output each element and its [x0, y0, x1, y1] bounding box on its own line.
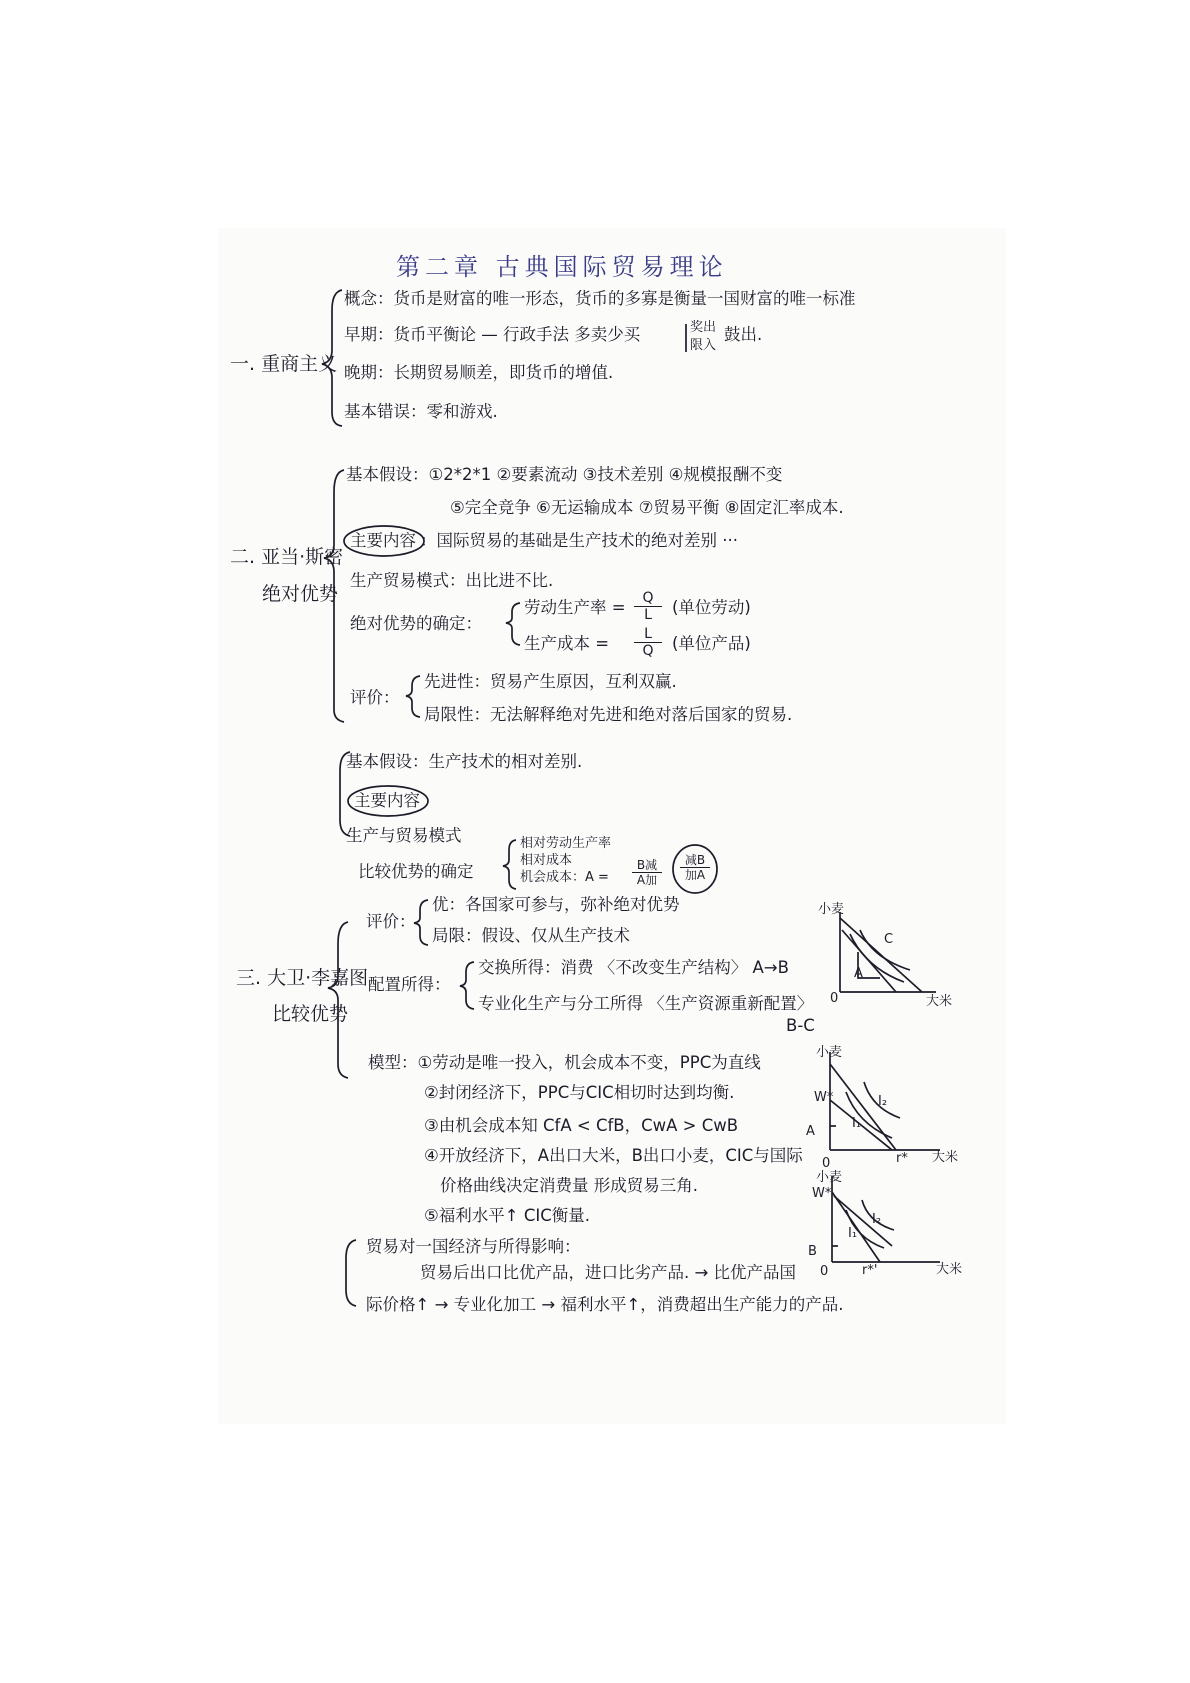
g2-origin: 0	[822, 1156, 831, 1171]
s2-labor-frac	[634, 590, 662, 623]
s3-content-tag: 主要内容	[354, 791, 420, 810]
g3-x-mark: r*'	[862, 1263, 878, 1278]
s2-eval-lim: 局限性：无法解释绝对先进和绝对落后国家的贸易.	[424, 705, 793, 724]
s3-impact-3: 际价格↑ → 专业化加工 → 福利水平↑，消费超出生产能力的产品.	[366, 1295, 844, 1314]
g1-origin: 0	[830, 991, 839, 1006]
s3-d2: 相对成本	[520, 853, 573, 868]
frac-num: 减B	[680, 853, 710, 868]
s3-determine: 比较优势的确定	[358, 862, 474, 881]
frac-den: Q	[642, 643, 654, 659]
g3-curve-2: I₂	[872, 1212, 882, 1227]
s2-pattern: 生产贸易模式：出比进不比.	[350, 571, 554, 590]
g3-origin: 0	[820, 1264, 829, 1279]
g3-y-mark: W*	[812, 1186, 832, 1201]
g2-y-mark: W*	[814, 1090, 834, 1105]
s1-late: 晚期：长期贸易顺差，即货币的增值.	[344, 363, 614, 382]
s2-assume-2: ⑤完全竞争 ⑥无运输成本 ⑦贸易平衡 ⑧固定汇率成本.	[450, 498, 844, 517]
frac-den: A加	[636, 873, 658, 887]
s3-gain-1: 交换所得：消费 〈不改变生产结构〉 A→B	[478, 958, 789, 977]
s3-model-1: 模型：①劳动是唯一投入，机会成本不变，PPC为直线	[368, 1053, 761, 1072]
s1-concept: 概念：货币是财富的唯一形态，货币的多寡是衡量一国财富的唯一标准	[344, 289, 856, 308]
s3-assume: 基本假设：生产技术的相对差别.	[346, 752, 583, 771]
s2-determine: 绝对优势的确定：	[350, 614, 482, 633]
g1-y-label: 小麦	[818, 902, 845, 917]
s1-error: 基本错误：零和游戏.	[344, 402, 498, 421]
g3-curve-1: I₁	[848, 1226, 858, 1241]
frac-num: L	[634, 626, 662, 643]
s3-d1: 相对劳动生产率	[520, 836, 612, 851]
g3-left-mark: B	[808, 1244, 817, 1259]
frac-num: Q	[634, 590, 662, 607]
section-1-label: 一. 重商主义	[230, 353, 338, 375]
s1-early-tail: 鼓出.	[724, 325, 763, 344]
s1-early-note-a: 奖出	[690, 320, 717, 335]
s2-labor-prod: 劳动生产率 =	[524, 598, 626, 617]
g2-y-label: 小麦	[816, 1045, 843, 1060]
section-2-label-b: 绝对优势	[262, 583, 339, 605]
s2-cost-frac	[634, 626, 662, 659]
s3-model-2: ②封闭经济下，PPC与CIC相切时达到均衡.	[424, 1083, 735, 1102]
s3-eval: 评价：	[366, 912, 416, 931]
section-2-label-a: 二. 亚当·斯密	[230, 546, 344, 568]
s2-cost-unit: (单位产品)	[672, 634, 751, 653]
g2-left-mark: A	[806, 1124, 815, 1139]
g1-x-label: 大米	[926, 994, 953, 1009]
s1-early: 早期：货币平衡论 — 行政手法 多卖少买	[344, 325, 641, 344]
s3-impact-1: 贸易对一国经济与所得影响：	[366, 1237, 581, 1256]
s2-assume-1: 基本假设：①2*2*1 ②要素流动 ③技术差别 ④规模报酬不变	[346, 465, 783, 484]
g3-x-label: 大米	[936, 1262, 963, 1277]
g1-point-a: A	[854, 966, 863, 981]
g2-x-mark: r*	[896, 1151, 908, 1166]
s3-impact-2: 贸易后出口比优产品，进口比劣产品. → 比优产品国	[420, 1263, 797, 1282]
s3-pattern: 生产与贸易模式	[346, 826, 462, 845]
s3-d3-frac	[632, 858, 662, 887]
g2-curve-1: I₁	[852, 1116, 862, 1131]
s3-gain-2-sub: B-C	[786, 1016, 815, 1035]
s3-d3: 机会成本：A =	[520, 870, 609, 885]
g2-curve-2: I₂	[878, 1094, 888, 1109]
paper-sheet	[218, 228, 1006, 1424]
page-title: 第二章 古典国际贸易理论	[396, 253, 728, 281]
section-3-label-a: 三. 大卫·李嘉图	[236, 967, 369, 989]
frac-den: L	[644, 607, 652, 623]
section-3-label-b: 比较优势	[272, 1003, 349, 1025]
s3-model-5: 价格曲线决定消费量 形成贸易三角.	[440, 1176, 698, 1195]
s2-eval-adv: 先进性：贸易产生原因，互利双赢.	[424, 672, 677, 691]
g1-point-c: C	[884, 932, 894, 947]
frac-num: B减	[632, 858, 662, 873]
s3-model-6: ⑤福利水平↑ CIC衡量.	[424, 1206, 591, 1225]
s3-gain-2: 专业化生产与分工所得 〈生产资源重新配置〉	[478, 994, 814, 1013]
s3-gain: 配置所得：	[368, 975, 451, 994]
g2-x-label: 大米	[932, 1150, 959, 1165]
s3-model-3: ③由机会成本知 CfA < CfB，CwA > CwB	[424, 1116, 739, 1135]
s2-content: ：国际贸易的基础是生产技术的绝对差别 ···	[420, 531, 738, 550]
s2-prod-cost: 生产成本 =	[524, 634, 610, 653]
s1-early-note-b: 限入	[690, 338, 717, 353]
s3-eval-adv: 优：各国家可参与，弥补绝对优势	[432, 895, 680, 914]
frac-den: 加A	[684, 868, 706, 882]
g3-y-label: 小麦	[816, 1170, 843, 1185]
s2-eval: 评价：	[350, 688, 400, 707]
s2-content-tag: 主要内容	[350, 531, 416, 550]
s2-labor-unit: (单位劳动)	[672, 598, 751, 617]
s3-circle-frac	[680, 853, 710, 882]
s3-eval-lim: 局限：假设、仅从生产技术	[432, 926, 630, 945]
s3-model-4: ④开放经济下，A出口大米，B出口小麦，CIC与国际	[424, 1146, 803, 1165]
